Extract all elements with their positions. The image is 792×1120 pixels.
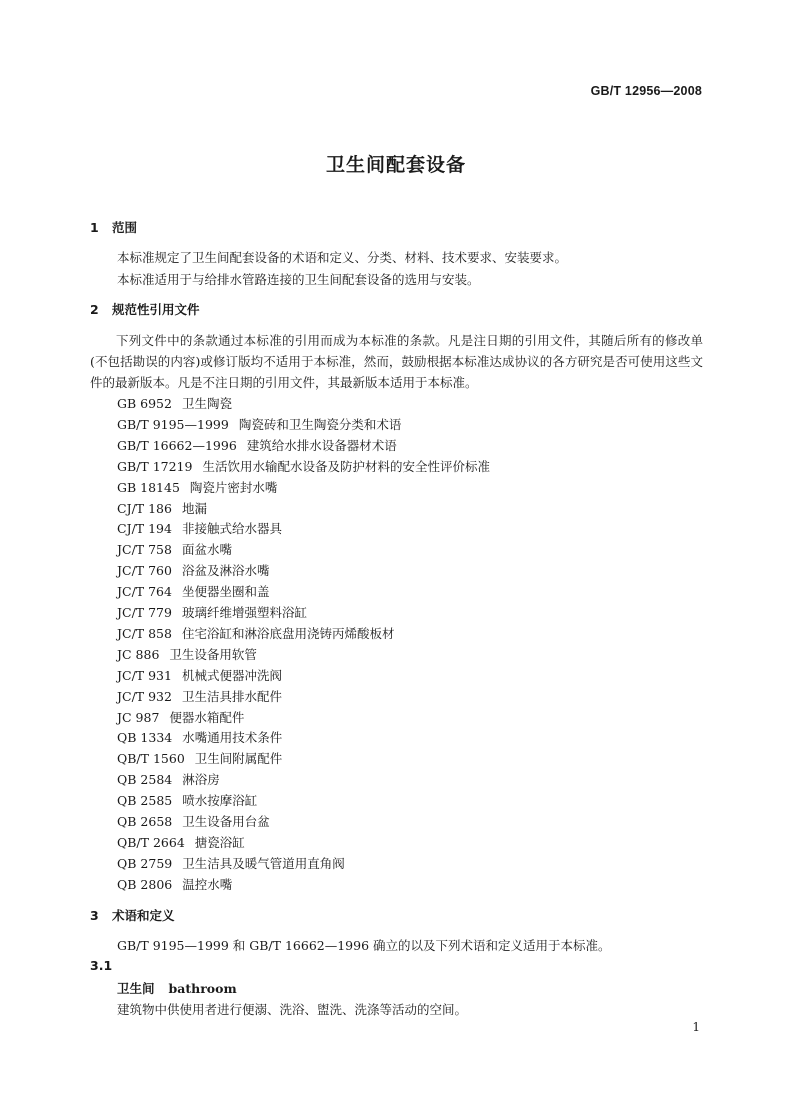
section-number: 3	[90, 908, 99, 923]
reference-title: 卫生设备用软管	[169, 646, 257, 662]
paragraph: 本标准规定了卫生间配套设备的术语和定义、分类、材料、技术要求、安装要求。	[117, 250, 568, 265]
reference-item	[117, 499, 207, 517]
reference-item	[117, 812, 270, 830]
reference-title: 卫生间附属配件	[194, 751, 283, 767]
clause-number: 3.1	[90, 958, 113, 973]
reference-item	[117, 394, 232, 412]
reference-code: QB/T 1560	[117, 751, 185, 767]
reference-code: QB 2584	[117, 772, 173, 788]
reference-item	[117, 875, 232, 893]
reference-code: JC 987	[117, 709, 160, 725]
standard-code: GB/T 12956—2008	[590, 84, 702, 98]
reference-title: 喷水按摩浴缸	[182, 793, 258, 809]
reference-item	[117, 770, 220, 788]
reference-item	[117, 519, 282, 537]
reference-item	[117, 666, 282, 684]
reference-item	[117, 624, 394, 642]
reference-code: CJ/T 194	[117, 521, 172, 537]
reference-title: 非接触式给水器具	[181, 521, 282, 537]
references-intro-paragraph: 下列文件中的条款通过本标准的引用而成为本标准的条款。凡是注日期的引用文件，其随后所有的修改单(不包括勘误的内容)或修订版均不适用于本标准，然而，鼓励根据本标准达成协议的各方研究是否可使用这些文件的最新版本。凡是不注日期的引用文件，其最新版本适用于本标准。	[90, 333, 703, 390]
reference-code: QB 1334	[117, 730, 173, 746]
reference-title: 机械式便器冲洗阀	[181, 667, 282, 683]
reference-item	[117, 854, 345, 872]
reference-code: JC/T 760	[117, 563, 172, 579]
reference-item	[117, 457, 490, 475]
term-line	[117, 979, 237, 997]
reference-code: QB 2658	[117, 814, 173, 829]
section-title: 规范性引用文件	[112, 302, 200, 317]
reference-code: GB 6952	[117, 396, 172, 411]
reference-code: GB/T 16662—1996	[117, 437, 237, 453]
reference-code: JC/T 858	[117, 625, 172, 641]
term-definition: 建筑物中供使用者进行便溺、洗浴、盥洗、洗涤等活动的空间。	[117, 1002, 468, 1017]
reference-title: 温控水嘴	[182, 876, 233, 892]
reference-item	[117, 415, 401, 433]
reference-code: JC 886	[117, 646, 160, 662]
reference-item	[117, 728, 282, 746]
reference-item	[117, 436, 397, 454]
reference-item	[117, 645, 257, 663]
paragraph: 本标准适用于与给排水管路连接的卫生间配套设备的选用与安装。	[117, 272, 480, 287]
reference-code: QB 2585	[117, 793, 173, 809]
paragraph: GB/T 9195—1999 和 GB/T 16662—1996 确立的以及下列术语和定义适用于本标准。	[117, 938, 611, 953]
term-english: bathroom	[168, 981, 237, 996]
reference-code: CJ/T 186	[117, 500, 172, 516]
section-number: 1	[90, 220, 99, 235]
reference-item	[117, 582, 269, 600]
reference-title: 陶瓷砖和卫生陶瓷分类和术语	[238, 416, 402, 432]
reference-code: JC/T 764	[117, 584, 172, 600]
section-number: 2	[90, 302, 99, 317]
reference-title: 地漏	[181, 500, 207, 516]
section-2-heading	[90, 300, 200, 318]
reference-item	[117, 833, 245, 851]
reference-code: GB 18145	[117, 479, 180, 495]
reference-title: 浴盆及淋浴水嘴	[181, 563, 270, 579]
reference-item	[117, 749, 282, 767]
reference-item	[117, 708, 244, 726]
reference-title: 便器水箱配件	[169, 709, 245, 725]
reference-code: GB/T 17219	[117, 458, 193, 474]
page-number: 1	[692, 1020, 700, 1034]
reference-code: QB 2759	[117, 855, 173, 871]
reference-title: 搪瓷浴缸	[194, 834, 245, 850]
reference-code: QB 2806	[117, 876, 173, 892]
section-3-heading	[90, 906, 175, 924]
reference-item	[117, 791, 257, 809]
reference-title: 淋浴房	[182, 772, 220, 788]
document-title: 卫生间配套设备	[325, 154, 466, 176]
reference-code: JC/T 758	[117, 542, 172, 558]
reference-item	[117, 561, 269, 579]
reference-title: 卫生洁具及暖气管道用直角阀	[182, 855, 345, 871]
reference-item	[117, 478, 277, 496]
reference-item	[117, 540, 232, 558]
section-title: 范围	[112, 220, 138, 235]
reference-title: 建筑给水排水设备器材术语	[246, 437, 397, 453]
reference-title: 水嘴通用技术条件	[182, 730, 283, 746]
reference-code: QB/T 2664	[117, 834, 185, 850]
reference-title: 陶瓷片密封水嘴	[189, 479, 278, 495]
reference-code: JC/T 932	[117, 688, 172, 704]
reference-title: 卫生设备用台盆	[182, 814, 270, 829]
reference-title: 卫生洁具排水配件	[181, 688, 282, 704]
reference-title: 住宅浴缸和淋浴底盘用浇铸丙烯酸板材	[181, 625, 395, 641]
reference-code: GB/T 9195—1999	[117, 416, 229, 432]
reference-item	[117, 603, 307, 621]
reference-title: 玻璃纤维增强塑料浴缸	[181, 605, 307, 620]
term-chinese: 卫生间	[117, 981, 155, 996]
reference-code: JC/T 931	[117, 667, 172, 683]
section-1-heading	[90, 218, 137, 236]
reference-title: 生活饮用水输配水设备及防护材料的安全性评价标准	[202, 458, 490, 474]
reference-title: 坐便器坐圈和盖	[181, 584, 270, 600]
reference-title: 面盆水嘴	[181, 542, 232, 558]
reference-item	[117, 687, 282, 705]
section-title: 术语和定义	[112, 908, 175, 923]
reference-title: 卫生陶瓷	[181, 396, 232, 411]
reference-code: JC/T 779	[117, 605, 172, 620]
